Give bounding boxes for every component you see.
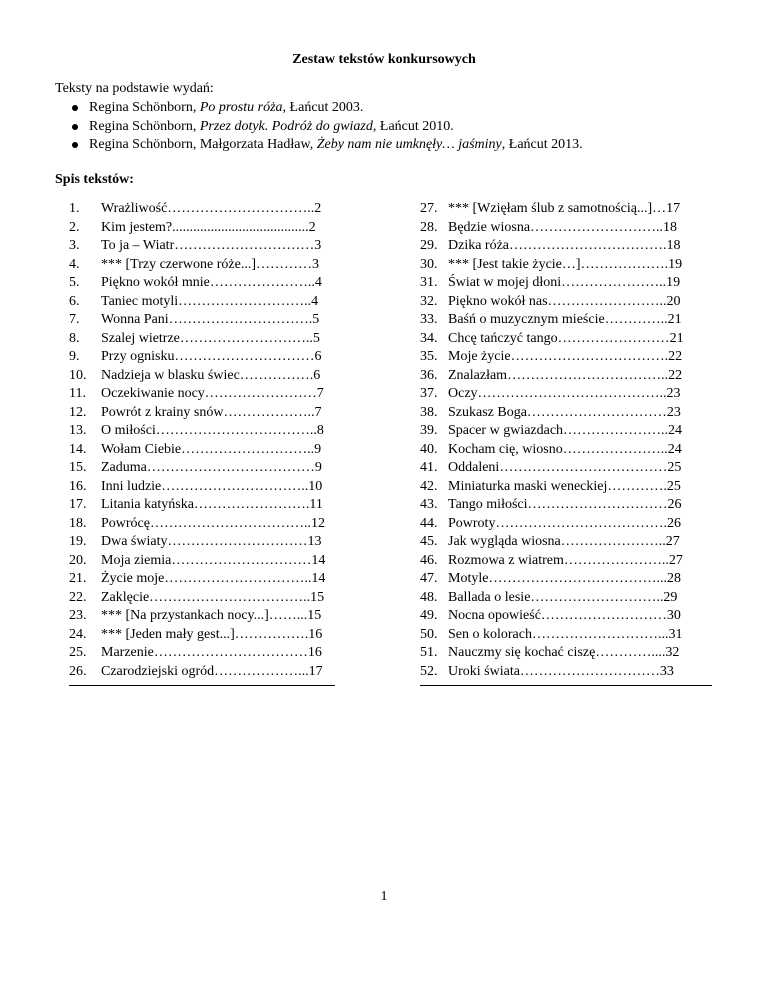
- toc-entry: [420, 348, 712, 367]
- toc-entry-text: Tango miłości…………………………26: [448, 497, 682, 512]
- toc-entry: [420, 644, 712, 663]
- toc-entry-text: Wonna Pani………………………….5: [101, 312, 320, 327]
- toc-entry-number: 48.: [420, 589, 438, 605]
- toc-entry-number: 47.: [420, 571, 438, 586]
- toc-entry-number: 14.: [69, 441, 87, 457]
- toc-entry: [420, 385, 712, 404]
- toc-entry-text: Kim jestem?.......................................2: [101, 219, 316, 235]
- toc-entry-number: 37.: [420, 386, 438, 401]
- bullet-icon: [72, 105, 78, 111]
- source-work-title: Przez dotyk. Podróż do gwiazd: [199, 118, 373, 134]
- sources-intro: Teksty na podstawie wydań:: [55, 81, 214, 96]
- toc-entry: [69, 515, 335, 534]
- toc-entry: [69, 644, 335, 663]
- toc-entry-text: *** [Jest takie życie…]……………….19: [448, 256, 683, 272]
- toc-entry-number: 12.: [69, 404, 87, 420]
- toc-entry: [69, 496, 335, 515]
- source-publication: , Łańcut 2013.: [501, 137, 583, 152]
- toc-entry: [69, 237, 335, 256]
- source-work-title: Po prostu róża: [199, 100, 283, 115]
- toc-entry-number: 35.: [420, 349, 438, 364]
- toc-entry-text: Będzie wiosna………………………..18: [448, 219, 678, 235]
- toc-right-rule: [420, 685, 712, 686]
- toc-entry-number: 29.: [420, 238, 438, 253]
- bullet-icon: [72, 142, 78, 148]
- toc-entry-text: *** [Jeden mały gest...]…………….16: [101, 626, 323, 642]
- toc-entry-number: 30.: [420, 256, 438, 272]
- toc-entry: [420, 293, 712, 312]
- toc-entry-text: Inni ludzie…………………………..10: [101, 478, 323, 494]
- toc-entry-number: 42.: [420, 478, 438, 494]
- toc-left-rule: [69, 685, 335, 686]
- toc-entry-number: 7.: [69, 312, 80, 327]
- toc-entry-number: 20.: [69, 552, 87, 568]
- source-item: [70, 118, 583, 137]
- toc-entry: [420, 570, 712, 589]
- toc-entry-number: 38.: [420, 404, 438, 420]
- toc-entry: [420, 459, 712, 478]
- toc-entry-number: 11.: [69, 386, 86, 401]
- toc-entry-text: Czarodziejski ogród………………...17: [101, 663, 323, 679]
- toc-entry-text: Nadzieja w blasku świec…………….6: [101, 367, 321, 383]
- toc-entry-number: 6.: [69, 293, 80, 309]
- source-work-title: Żeby nam nie umknęły… jaśminy: [316, 137, 502, 152]
- toc-entry: [420, 256, 712, 275]
- toc-entry: [69, 293, 335, 312]
- toc-entry-number: 49.: [420, 608, 438, 623]
- toc-entry-number: 23.: [69, 608, 87, 623]
- toc-heading: Spis tekstów:: [55, 172, 134, 187]
- toc-entry: [69, 459, 335, 478]
- toc-entry: [69, 626, 335, 645]
- toc-entry-number: 24.: [69, 626, 87, 642]
- toc-entry-number: 27.: [420, 201, 438, 216]
- toc-entry-number: 51.: [420, 645, 438, 660]
- toc-entry: [69, 478, 335, 497]
- toc-left-column: [69, 200, 335, 681]
- toc-entry-text: Taniec motyli………………………..4: [101, 293, 319, 309]
- toc-entry-text: Rozmowa z wiatrem…………………..27: [448, 552, 683, 568]
- toc-entry-number: 5.: [69, 275, 80, 290]
- toc-entry: [420, 311, 712, 330]
- source-publication: , Łańcut 2010.: [372, 118, 454, 134]
- toc-entry: [69, 274, 335, 293]
- toc-entry: [69, 422, 335, 441]
- toc-entry: [420, 422, 712, 441]
- toc-entry-number: 9.: [69, 349, 80, 364]
- toc-entry-number: 44.: [420, 515, 438, 531]
- toc-entry-text: Marzenie……………………………16: [101, 645, 322, 660]
- toc-entry: [69, 330, 335, 349]
- toc-entry-number: 41.: [420, 460, 438, 475]
- sources-list: [70, 99, 583, 155]
- toc-entry-text: Piękno wokół mnie…………………..4: [101, 275, 322, 290]
- toc-entry: [69, 219, 335, 238]
- toc-entry-number: 25.: [69, 645, 87, 660]
- toc-entry-number: 50.: [420, 626, 438, 642]
- toc-entry-text: Piękno wokół nas……………………..20: [448, 293, 681, 309]
- toc-entry-number: 1.: [69, 201, 80, 216]
- toc-entry: [420, 478, 712, 497]
- toc-entry: [420, 200, 712, 219]
- toc-entry-number: 32.: [420, 293, 438, 309]
- toc-entry: [420, 330, 712, 349]
- source-author: Regina Schönborn,: [89, 100, 200, 115]
- toc-entry-text: Baśń o muzycznym mieście…………..21: [448, 312, 682, 327]
- toc-entry-text: Oczekiwanie nocy……………………7: [101, 386, 324, 401]
- toc-entry-text: Wrażliwość…………………………..2: [101, 201, 322, 216]
- toc-entry: [69, 589, 335, 608]
- toc-entry-text: Moje życie…………………………….22: [448, 349, 683, 364]
- toc-entry: [420, 367, 712, 386]
- toc-entry-number: 46.: [420, 552, 438, 568]
- toc-entry-text: Wołam Ciebie………………………..9: [101, 441, 322, 457]
- toc-entry: [420, 626, 712, 645]
- toc-entry-number: 8.: [69, 330, 80, 346]
- toc-entry: [69, 385, 335, 404]
- toc-entry: [69, 441, 335, 460]
- toc-entry-number: 21.: [69, 571, 87, 586]
- toc-entry-text: Zaduma………………………………9: [101, 460, 322, 475]
- toc-entry-number: 31.: [420, 275, 438, 290]
- toc-entry-number: 15.: [69, 460, 87, 475]
- toc-entry-text: *** [Na przystankach nocy...]……...15: [101, 608, 322, 623]
- toc-entry-number: 33.: [420, 312, 438, 327]
- toc-entry: [420, 552, 712, 571]
- toc-entry-text: Ballada o lesie………………………..29: [448, 589, 678, 605]
- source-author: Regina Schönborn, Małgorzata Hadław,: [89, 137, 317, 152]
- toc-entry: [69, 607, 335, 626]
- toc-entry-text: Szalej wietrze………………………..5: [101, 330, 320, 346]
- toc-entry-text: Jak wygląda wiosna…………………..27: [448, 534, 680, 549]
- toc-entry-text: Nocna opowieść………………………30: [448, 608, 681, 623]
- toc-entry-text: Powroty……………………………….26: [448, 515, 681, 531]
- source-item: [70, 136, 583, 155]
- toc-entry-text: O miłości……………………………..8: [101, 423, 324, 438]
- toc-entry-number: 26.: [69, 663, 87, 679]
- toc-right-column: [420, 200, 712, 681]
- toc-entry-text: Kocham cię, wiosno…………………..24: [448, 441, 682, 457]
- toc-entry-text: *** [Trzy czerwone róże...]…………3: [101, 256, 319, 272]
- toc-entry-number: 40.: [420, 441, 438, 457]
- toc-entry-number: 2.: [69, 219, 80, 235]
- toc-entry-number: 52.: [420, 663, 438, 679]
- toc-entry-text: Znalazłam……………………………..22: [448, 367, 683, 383]
- toc-entry-text: Motyle………………………………...28: [448, 571, 681, 586]
- toc-entry-number: 18.: [69, 515, 87, 531]
- toc-entry: [69, 367, 335, 386]
- source-author: Regina Schönborn,: [89, 118, 200, 134]
- toc-entry: [420, 607, 712, 626]
- toc-entry-text: To ja – Wiatr…………………………3: [101, 238, 322, 253]
- toc-entry: [420, 515, 712, 534]
- toc-entry-number: 13.: [69, 423, 87, 438]
- toc-entry: [420, 404, 712, 423]
- bullet-icon: [72, 124, 78, 130]
- toc-entry-text: Powrócę……………………………..12: [101, 515, 325, 531]
- toc-entry-number: 39.: [420, 423, 438, 438]
- toc-entry: [69, 552, 335, 571]
- toc-entry-text: Oczy…………………………………..23: [448, 386, 681, 401]
- toc-entry: [420, 274, 712, 293]
- toc-entry-text: Szukasz Boga…………………………23: [448, 404, 681, 420]
- toc-entry-number: 4.: [69, 256, 80, 272]
- toc-entry: [420, 219, 712, 238]
- toc-entry-number: 3.: [69, 238, 80, 253]
- toc-entry-text: Dwa światy…………………………13: [101, 534, 322, 549]
- toc-entry-number: 22.: [69, 589, 87, 605]
- toc-entry: [420, 441, 712, 460]
- toc-entry-number: 36.: [420, 367, 438, 383]
- toc-entry-text: Nauczmy się kochać ciszę…………....32: [448, 645, 680, 660]
- source-item: [70, 99, 583, 118]
- toc-entry-number: 17.: [69, 497, 87, 512]
- toc-entry: [69, 311, 335, 330]
- toc-entry-text: Dzika róża…………………………….18: [448, 238, 681, 253]
- toc-entry-number: 16.: [69, 478, 87, 494]
- toc-entry-text: Powrót z krainy snów………………..7: [101, 404, 322, 420]
- toc-entry-text: Miniaturka maski weneckiej………….25: [448, 478, 681, 494]
- toc-entry-text: Sen o kolorach………………………...31: [448, 626, 683, 642]
- source-publication: , Łańcut 2003.: [282, 100, 364, 115]
- toc-entry: [420, 237, 712, 256]
- toc-entry: [69, 663, 335, 682]
- toc-entry-text: Świat w mojej dłoni…………………..19: [448, 275, 681, 290]
- toc-entry: [69, 570, 335, 589]
- toc-entry-text: Oddaleni………………………………25: [448, 460, 682, 475]
- toc-entry-text: Życie moje…………………………..14: [101, 571, 326, 586]
- toc-entry-text: Uroki świata…………………………33: [448, 663, 674, 679]
- toc-entry-text: Chcę tańczyć tango……………………21: [448, 330, 684, 346]
- toc-entry-text: Litania katyńska…………………….11: [101, 497, 323, 512]
- toc-entry: [69, 533, 335, 552]
- toc-entry-number: 28.: [420, 219, 438, 235]
- toc-entry-text: Zaklęcie……………………………..15: [101, 589, 325, 605]
- page-title: Zestaw tekstów konkursowych: [292, 52, 476, 67]
- toc-entry: [420, 589, 712, 608]
- toc-entry: [420, 496, 712, 515]
- toc-entry-number: 34.: [420, 330, 438, 346]
- page-number: 1: [380, 889, 388, 904]
- toc-entry-text: Przy ognisku…………………………6: [101, 349, 322, 364]
- toc-entry: [69, 200, 335, 219]
- toc-entry-number: 45.: [420, 534, 438, 549]
- toc-entry-text: Moja ziemia…………………………14: [101, 552, 326, 568]
- toc-entry-number: 10.: [69, 367, 87, 383]
- toc-entry-text: *** [Wzięłam ślub z samotnością...]…17: [448, 201, 681, 216]
- toc-entry-number: 19.: [69, 534, 87, 549]
- toc-entry: [420, 663, 712, 682]
- toc-entry-number: 43.: [420, 497, 438, 512]
- toc-entry: [69, 404, 335, 423]
- toc-entry: [69, 256, 335, 275]
- toc-entry: [69, 348, 335, 367]
- toc-entry: [420, 533, 712, 552]
- toc-entry-text: Spacer w gwiazdach…………………..24: [448, 423, 683, 438]
